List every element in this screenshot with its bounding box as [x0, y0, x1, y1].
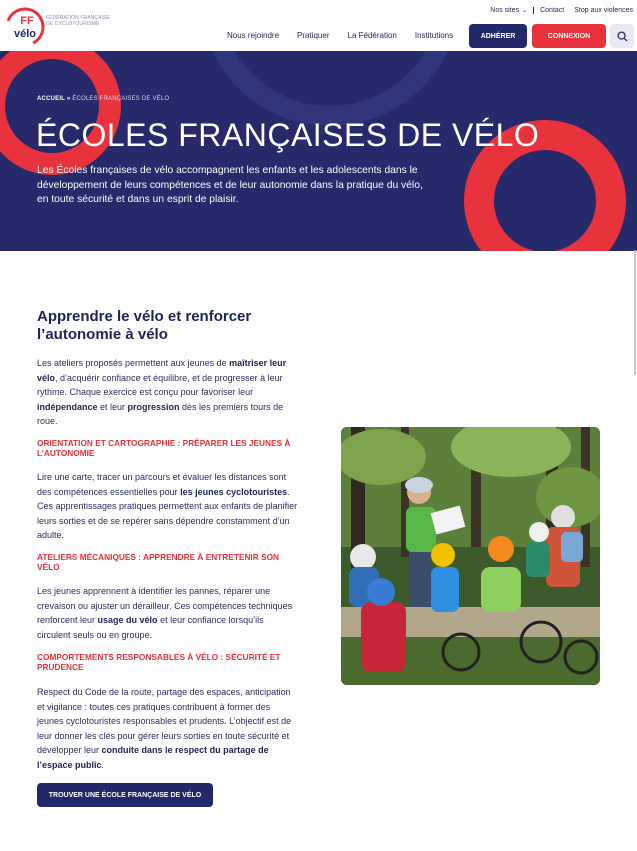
contact-link[interactable]: Contact: [540, 6, 565, 14]
ffvelo-logo[interactable]: [5, 7, 45, 47]
paragraph-orientation: Lire une carte, tracer un parcours et évaluer les distances sont des compétences essentielles pour les jeunes cyclotouristes. Ces apprentissages pratiques permettent aux enfants de planifier leurs sorties et de se repérer sans dépendre constamment d’un adulte.: [37, 472, 298, 541]
breadcrumb-home[interactable]: ACCUEIL: [37, 96, 65, 102]
hero-description: Les Écoles françaises de vélo accompagnent les enfants et les adolescents dans le développement de leurs compétences et de leur autonomie dans la pratique du vélo, en toute sécurité et dans un esprit de plaisir.: [37, 165, 423, 205]
subheading-comportements: COMPORTEMENTS RESPONSABLES À VÉLO : SÉCURITÉ ET PRUDENCE: [37, 652, 281, 672]
section-title: Apprendre le vélo et renforcer l’autonomie à vélo: [37, 308, 252, 343]
nav-institutions[interactable]: Institutions: [414, 31, 454, 40]
kids-cycling-photo: [341, 427, 600, 685]
main-nav: [227, 31, 471, 40]
logo-badge-bottom: vélo: [13, 28, 37, 40]
paragraph-intro: Les ateliers proposés permettent aux jeunes de maîtriser leur vélo, d’acquérir confiance et équilibre, et de progresser à leur rythme. Chaque exercice est conçu pour favoriser leur indépendance et leur progression dès les premiers tours de roue.: [37, 358, 287, 427]
adherer-button[interactable]: ADHÉRER: [469, 24, 527, 48]
sites-menu[interactable]: Nos sites ⌄: [490, 6, 528, 14]
nav-nous-rejoindre[interactable]: Nous rejoindre: [227, 31, 280, 40]
subheading-orientation: ORIENTATION ET CARTOGRAPHIE : PRÉPARER LES JEUNES À L’AUTONOMIE: [37, 438, 291, 458]
breadcrumb-separator: »: [64, 96, 73, 102]
hero-banner: [0, 51, 637, 251]
subheading-mecanique: ATELIERS MÉCANIQUES : APPRENDRE À ENTRETENIR SON VÉLO: [37, 552, 280, 572]
nav-federation[interactable]: La Fédération: [347, 31, 397, 40]
utility-bar: [490, 5, 633, 15]
breadcrumb: [37, 96, 169, 102]
chevron-down-icon: ⌄: [522, 7, 528, 14]
breadcrumb-current: ÉCOLES FRANÇAISES DE VÉLO: [72, 96, 170, 102]
logo-tagline: FÉDÉRATION FRANÇAISE DE CYCLOTOURISME: [46, 15, 110, 27]
search-button[interactable]: [610, 24, 634, 48]
paragraph-mecanique: Les jeunes apprennent à identifier les pannes, réparer une crevaison ou ajuster un dérailleur. Ces compétences techniques renforcent leur usage du vélo et leur confiance lorsqu’ils circulent seuls ou en groupe.: [37, 586, 293, 640]
page-title: ÉCOLES FRANÇAISES DE VÉLO: [36, 117, 540, 153]
search-icon: [617, 31, 628, 42]
stop-violence-link[interactable]: Stop aux violences: [574, 6, 633, 14]
divider: [533, 7, 534, 14]
connexion-button[interactable]: CONNEXION: [532, 24, 606, 48]
scrollbar[interactable]: [634, 250, 636, 375]
paragraph-comportements: Respect du Code de la route, partage des espaces, anticipation et vigilance : toutes ces pratiques contribuent à former des jeunes cyclotouristes responsables et prudents. L’objectif est de leur donner les clés pour gérer leurs sorties en toute sécurité et développer leur conduite dans le respect du partage de l’espace public.: [37, 687, 292, 770]
logo-badge-top: FF: [20, 15, 34, 27]
nav-pratiquer[interactable]: Pratiquer: [297, 31, 330, 40]
find-school-button[interactable]: TROUVER UNE ÉCOLE FRANÇAISE DE VÉLO: [37, 783, 213, 807]
